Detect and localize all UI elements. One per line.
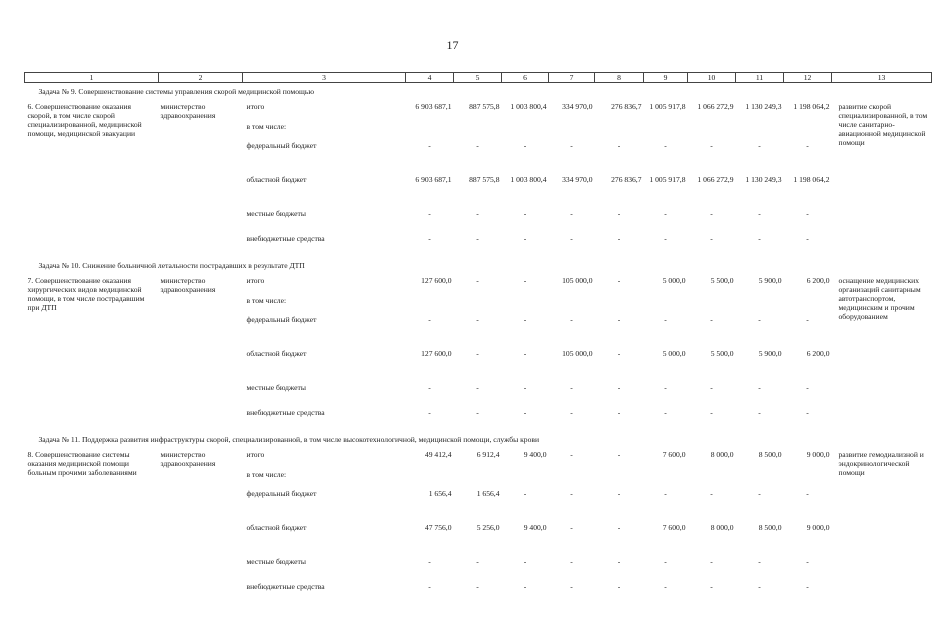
value-cell: - <box>710 383 713 392</box>
value-cell: - <box>523 276 527 285</box>
value-cell: - <box>617 450 621 459</box>
value-cell: - <box>476 276 479 285</box>
value-cell <box>406 293 454 312</box>
value-cell: - <box>428 234 431 243</box>
value-cell: 1 066 272,9 <box>697 175 734 184</box>
value-cell <box>454 467 502 486</box>
task-title: Задача № 11. Поддержка развития инфраструктуры скорой, специализированной, в том числе высокотехнологичной, медицинской помощи, службы крови <box>38 435 540 444</box>
value-cell <box>784 467 832 486</box>
value-cell: - <box>617 276 621 285</box>
measure-name: 7. Совершенствование оказания хирургических видов медицинской помощи, в том числе пострадавшим при ДТП <box>27 276 145 312</box>
value-cell: - <box>806 383 809 392</box>
value-cell: - <box>617 209 621 218</box>
value-cell: - <box>664 315 667 324</box>
value-cell: 276 836,7 <box>611 175 642 184</box>
value-cell <box>736 293 784 312</box>
value-cell: - <box>617 523 621 532</box>
value-cell: 8 500,0 <box>758 523 782 532</box>
value-cell: - <box>617 141 621 150</box>
value-cell: - <box>617 315 621 324</box>
value-cell <box>644 119 688 138</box>
value-cell: 9 400,0 <box>523 523 547 532</box>
value-cell: 6 200,0 <box>806 276 830 285</box>
value-cell: 1 130 249,3 <box>745 102 782 111</box>
value-cell <box>595 293 644 312</box>
value-cell: 47 756,0 <box>424 523 452 532</box>
value-cell: - <box>664 489 667 498</box>
value-cell <box>502 119 549 138</box>
value-cell <box>549 467 595 486</box>
task-row <box>25 431 932 447</box>
value-cell: - <box>664 408 667 417</box>
funding-source-label: федеральный бюджет <box>246 489 317 498</box>
value-cell <box>549 119 595 138</box>
value-cell: - <box>476 557 479 566</box>
value-cell: - <box>617 349 621 358</box>
task-title: Задача № 10. Снижение больничной летальности пострадавших в результате ДТП <box>38 261 305 270</box>
expected-result: развитие скорой специализированной, в том числе санитарно-авиационной медицинской помощи <box>838 102 928 147</box>
value-cell <box>454 119 502 138</box>
value-cell: - <box>806 557 809 566</box>
page-number: 17 <box>446 38 459 52</box>
value-cell: - <box>428 141 431 150</box>
program-table <box>24 72 932 605</box>
funding-source-label: областной бюджет <box>246 523 307 532</box>
value-cell: - <box>570 408 573 417</box>
value-cell: - <box>617 383 621 392</box>
funding-source-label: внебюджетные средства <box>246 408 325 417</box>
expected-result: развитие гемодиализной и эндокринологической помощи <box>838 450 924 477</box>
value-cell <box>688 119 736 138</box>
value-cell: - <box>570 523 573 532</box>
value-cell: 276 836,7 <box>611 102 642 111</box>
funding-source-label: внебюджетные средства <box>246 234 325 243</box>
funding-source-label: областной бюджет <box>246 175 307 184</box>
value-cell: 334 970,0 <box>562 102 593 111</box>
value-cell: - <box>758 315 761 324</box>
column-number: 1 <box>25 73 159 83</box>
funding-source-label: федеральный бюджет <box>246 141 317 150</box>
executor: министерство здравоохранения <box>160 450 216 468</box>
column-number-row <box>25 73 932 83</box>
task-row <box>25 83 932 100</box>
value-cell: - <box>523 209 527 218</box>
value-cell: - <box>617 582 621 591</box>
executor: министерство здравоохранения <box>160 102 216 120</box>
table-body <box>25 73 932 606</box>
column-number: 2 <box>159 73 243 83</box>
value-cell: 1 003 800,4 <box>510 102 547 111</box>
value-cell: - <box>570 557 573 566</box>
value-cell <box>595 467 644 486</box>
funding-source-label: в том числе: <box>246 122 287 131</box>
value-cell: 1 066 272,9 <box>697 102 734 111</box>
value-cell: - <box>476 383 479 392</box>
value-cell: - <box>570 450 573 459</box>
value-cell: - <box>710 209 713 218</box>
value-cell: - <box>523 141 527 150</box>
value-cell: 105 000,0 <box>562 349 593 358</box>
value-cell: 127 600,0 <box>421 276 452 285</box>
value-cell: 1 198 064,2 <box>793 175 830 184</box>
funding-source-label: местные бюджеты <box>246 383 306 392</box>
value-cell <box>784 119 832 138</box>
value-cell: 6 200,0 <box>806 349 830 358</box>
value-cell: - <box>523 234 527 243</box>
value-cell: 127 600,0 <box>421 349 452 358</box>
value-cell <box>784 293 832 312</box>
value-cell: - <box>476 582 479 591</box>
value-cell: - <box>617 234 621 243</box>
value-cell: - <box>476 209 479 218</box>
value-cell: - <box>758 557 761 566</box>
value-cell: - <box>570 234 573 243</box>
column-number: 10 <box>688 73 736 83</box>
budget-row <box>25 447 932 467</box>
value-cell: - <box>664 557 667 566</box>
value-cell: 5 000,0 <box>662 276 686 285</box>
value-cell: 1 130 249,3 <box>745 175 782 184</box>
value-cell <box>549 293 595 312</box>
value-cell: 7 600,0 <box>662 450 686 459</box>
value-cell: - <box>806 408 809 417</box>
column-number: 5 <box>454 73 502 83</box>
value-cell: - <box>428 582 431 591</box>
value-cell: - <box>570 582 573 591</box>
value-cell: - <box>570 141 573 150</box>
value-cell: - <box>664 582 667 591</box>
executor: министерство здравоохранения <box>160 276 216 294</box>
funding-source-label: в том числе: <box>246 296 287 305</box>
column-number: 11 <box>736 73 784 83</box>
value-cell: 8 500,0 <box>758 450 782 459</box>
value-cell: 1 656,4 <box>476 489 500 498</box>
value-cell: 1 198 064,2 <box>793 102 830 111</box>
value-cell: 334 970,0 <box>562 175 593 184</box>
value-cell: - <box>806 209 809 218</box>
value-cell <box>595 119 644 138</box>
value-cell: - <box>710 234 713 243</box>
value-cell: - <box>523 315 527 324</box>
value-cell <box>644 467 688 486</box>
value-cell: - <box>570 489 573 498</box>
value-cell: 9 400,0 <box>523 450 547 459</box>
funding-source-label: местные бюджеты <box>246 557 306 566</box>
column-number: 13 <box>832 73 932 83</box>
value-cell: - <box>758 209 761 218</box>
value-cell: - <box>570 209 573 218</box>
value-cell: 105 000,0 <box>562 276 593 285</box>
column-number: 12 <box>784 73 832 83</box>
value-cell: 8 000,0 <box>710 523 734 532</box>
value-cell <box>736 467 784 486</box>
budget-row <box>25 273 932 293</box>
value-cell: - <box>710 315 713 324</box>
value-cell: - <box>758 234 761 243</box>
value-cell: - <box>476 349 479 358</box>
value-cell: 5 900,0 <box>758 276 782 285</box>
value-cell: - <box>806 234 809 243</box>
value-cell: - <box>428 557 431 566</box>
value-cell: - <box>476 141 479 150</box>
funding-source-label: федеральный бюджет <box>246 315 317 324</box>
value-cell: 49 412,4 <box>424 450 452 459</box>
value-cell: - <box>664 383 667 392</box>
value-cell: 9 000,0 <box>806 523 830 532</box>
funding-source-label: внебюджетные средства <box>246 582 325 591</box>
value-cell <box>688 293 736 312</box>
value-cell: - <box>806 141 809 150</box>
value-cell: - <box>710 557 713 566</box>
value-cell: 1 005 917,8 <box>649 175 686 184</box>
value-cell: - <box>523 582 527 591</box>
value-cell <box>644 293 688 312</box>
measure-name: 6. Совершенствование оказания скорой, в том числе скорой специализированной, медицинской помощи, медицинской эвакуации <box>27 102 142 138</box>
value-cell <box>406 467 454 486</box>
funding-source-label: местные бюджеты <box>246 209 306 218</box>
value-cell: - <box>523 349 527 358</box>
value-cell: - <box>758 408 761 417</box>
value-cell: - <box>758 582 761 591</box>
value-cell: - <box>758 489 761 498</box>
budget-row <box>25 99 932 119</box>
value-cell: 887 575,8 <box>469 175 500 184</box>
value-cell <box>406 119 454 138</box>
value-cell <box>502 467 549 486</box>
value-cell: - <box>570 315 573 324</box>
value-cell: 5 500,0 <box>710 349 734 358</box>
value-cell: 1 005 917,8 <box>649 102 686 111</box>
funding-source-label: итого <box>246 276 265 285</box>
value-cell: - <box>523 383 527 392</box>
funding-source-label: итого <box>246 102 265 111</box>
value-cell: 9 000,0 <box>806 450 830 459</box>
value-cell: - <box>806 582 809 591</box>
column-number: 6 <box>502 73 549 83</box>
column-number: 7 <box>549 73 595 83</box>
funding-source-label: областной бюджет <box>246 349 307 358</box>
expected-result: оснащение медицинских организаций санитарным автотранспортом, медицинским и прочим оборудованием <box>838 276 921 321</box>
value-cell: - <box>806 315 809 324</box>
value-cell: - <box>476 315 479 324</box>
value-cell: - <box>523 557 527 566</box>
column-number: 9 <box>644 73 688 83</box>
value-cell: 6 903 687,1 <box>415 102 452 111</box>
value-cell: - <box>617 557 621 566</box>
value-cell: 5 500,0 <box>710 276 734 285</box>
value-cell <box>688 467 736 486</box>
task-row <box>25 257 932 273</box>
value-cell: - <box>428 383 431 392</box>
value-cell: - <box>617 489 621 498</box>
value-cell: - <box>710 408 713 417</box>
value-cell: - <box>664 141 667 150</box>
value-cell: - <box>806 489 809 498</box>
value-cell: - <box>664 234 667 243</box>
value-cell: - <box>617 408 621 417</box>
value-cell: - <box>710 582 713 591</box>
value-cell: 6 903 687,1 <box>415 175 452 184</box>
value-cell <box>736 119 784 138</box>
value-cell <box>454 293 502 312</box>
value-cell: 887 575,8 <box>469 102 500 111</box>
value-cell: - <box>664 209 667 218</box>
value-cell: - <box>758 141 761 150</box>
value-cell: 1 003 800,4 <box>510 175 547 184</box>
value-cell <box>502 293 549 312</box>
value-cell: - <box>428 209 431 218</box>
value-cell: 5 000,0 <box>662 349 686 358</box>
value-cell: - <box>570 383 573 392</box>
value-cell: 7 600,0 <box>662 523 686 532</box>
value-cell: - <box>758 383 761 392</box>
funding-source-label: в том числе: <box>246 470 287 479</box>
column-number: 8 <box>595 73 644 83</box>
value-cell: 1 656,4 <box>428 489 452 498</box>
value-cell: - <box>710 141 713 150</box>
column-number: 3 <box>243 73 406 83</box>
value-cell: - <box>523 489 527 498</box>
value-cell: 5 900,0 <box>758 349 782 358</box>
value-cell: - <box>476 234 479 243</box>
task-title: Задача № 9. Совершенствование системы управления скорой медицинской помощью <box>38 87 315 96</box>
value-cell: 8 000,0 <box>710 450 734 459</box>
measure-name: 8. Совершенствование системы оказания медицинской помощи больным прочими заболеваниями <box>27 450 137 477</box>
value-cell: 6 912,4 <box>476 450 500 459</box>
column-number: 4 <box>406 73 454 83</box>
value-cell: - <box>428 408 431 417</box>
value-cell: - <box>523 408 527 417</box>
value-cell: - <box>428 315 431 324</box>
value-cell: - <box>476 408 479 417</box>
value-cell: - <box>710 489 713 498</box>
funding-source-label: итого <box>246 450 265 459</box>
value-cell: 5 256,0 <box>476 523 500 532</box>
